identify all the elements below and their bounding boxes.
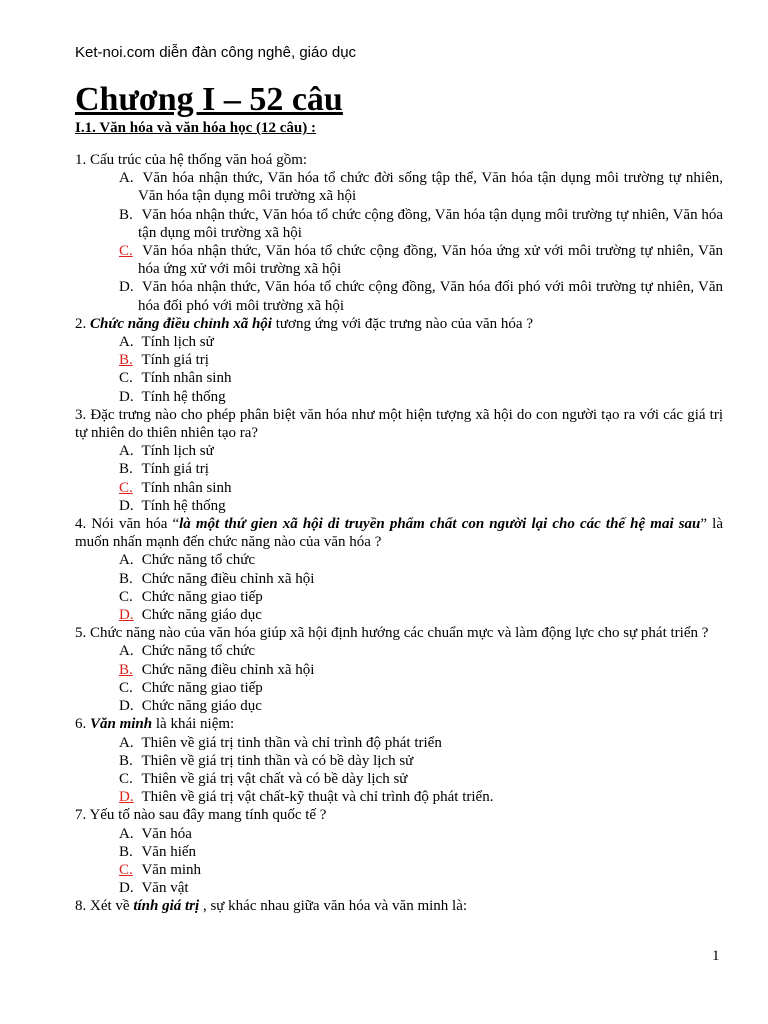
option-text: Tính hệ thống	[138, 497, 226, 514]
answer-option	[75, 861, 723, 879]
question-text-part: 8. Xét về	[75, 898, 134, 915]
option-text: Chức năng tổ chức	[138, 552, 256, 569]
option-letter: A.	[119, 552, 134, 569]
question-emphasis: Chức năng điều chỉnh xã hội	[90, 315, 272, 332]
option-text: Chức năng điều chỉnh xã hội	[138, 661, 315, 678]
option-letter: A.	[119, 825, 134, 842]
option-text: Chức năng tổ chức	[138, 643, 256, 660]
option-letter: D.	[119, 279, 134, 296]
option-text: Tính giá trị	[138, 461, 209, 478]
option-list	[75, 333, 723, 406]
answer-option	[75, 388, 723, 406]
question-list	[75, 151, 723, 916]
correct-answer-letter: D.	[119, 607, 134, 624]
option-text: Chức năng giáo dục	[138, 698, 262, 715]
option-letter: C.	[119, 370, 133, 387]
option-letter: C.	[119, 770, 133, 787]
option-text: Chức năng điều chỉnh xã hội	[138, 570, 315, 587]
option-text: Văn hóa nhận thức, Văn hóa tổ chức cộng đồng, Văn hóa ứng xử với môi trường tự nhiên, Văn hóa ứng xử với môi trường xã hội	[138, 243, 723, 278]
option-letter: B.	[119, 752, 133, 769]
answer-option	[75, 460, 723, 478]
question-text	[75, 624, 723, 642]
question-item	[75, 897, 723, 915]
option-text: Văn minh	[138, 861, 202, 878]
option-text: Tính giá trị	[138, 352, 209, 369]
question-item	[75, 515, 723, 624]
question-text-part: 7. Yếu tố nào sau đây mang tính quốc tế ?	[75, 807, 327, 824]
option-letter: B.	[119, 206, 133, 223]
answer-option	[75, 278, 723, 314]
question-text-part: 3. Đặc trưng nào cho phép phân biệt văn hóa như một hiện tượng xã hội do con người tạo ra với các giá trị tự nhiên do thiên nhiên tạo ra?	[75, 406, 723, 442]
answer-option	[75, 697, 723, 715]
question-text-part: 5. Chức năng nào của văn hóa giúp xã hội định hướng các chuẩn mực và làm động lực cho sự phát triển ?	[75, 625, 709, 642]
answer-option	[75, 788, 723, 806]
option-text: Tính nhân sinh	[138, 370, 232, 387]
page-number: 1	[712, 948, 720, 964]
option-list	[75, 734, 723, 807]
answer-option	[75, 551, 723, 569]
answer-option	[75, 570, 723, 588]
question-text-part: tương ứng với đặc trưng nào của văn hóa ?	[271, 315, 533, 332]
question-text-part: 4. Nói văn hóa “	[75, 516, 180, 533]
option-letter: A.	[119, 443, 134, 460]
option-letter: B.	[119, 843, 133, 860]
answer-option	[75, 333, 723, 351]
option-text: Tính nhân sinh	[138, 479, 232, 496]
chapter-title: Chương I – 52 câu	[75, 81, 343, 118]
answer-option	[75, 734, 723, 752]
option-text: Chức năng giáo dục	[138, 607, 262, 624]
question-text	[75, 715, 723, 733]
option-text: Tính hệ thống	[138, 388, 226, 405]
correct-answer-letter: C.	[119, 243, 133, 260]
option-text: Văn hóa nhận thức, Văn hóa tổ chức đời sống tập thể, Văn hóa tận dụng môi trường tự nhiên, Văn hóa tận dụng môi trường xã hội	[138, 170, 723, 205]
option-text: Chức năng giao tiếp	[138, 679, 263, 696]
option-text: Thiên về giá trị tinh thần và có bề dày lịch sử	[138, 752, 414, 769]
question-item	[75, 315, 723, 406]
option-text: Văn hóa nhận thức, Văn hóa tổ chức cộng đồng, Văn hóa đối phó với môi trường tự nhiên, Văn hóa đối phó với môi trường xã hội	[138, 279, 723, 314]
answer-option	[75, 206, 723, 242]
question-emphasis: là một thứ gien xã hội di truyền phẩm chất con người lại cho các thế hệ mai sau	[179, 516, 701, 533]
question-text	[75, 515, 723, 551]
option-letter: C.	[119, 679, 133, 696]
question-text-part: , sự khác nhau giữa văn hóa và văn minh là:	[199, 898, 468, 915]
question-text-part: 6.	[75, 716, 90, 733]
option-list	[75, 169, 723, 315]
answer-option	[75, 497, 723, 515]
option-text: Thiên về giá trị tinh thần và chỉ trình độ phát triển	[138, 734, 442, 751]
option-letter: A.	[119, 734, 134, 751]
option-text: Văn hóa	[138, 825, 192, 842]
correct-answer-letter: C.	[119, 479, 133, 496]
option-text: Văn hiến	[138, 843, 197, 860]
correct-answer-letter: D.	[119, 789, 134, 806]
answer-option	[75, 606, 723, 624]
correct-answer-letter: B.	[119, 352, 133, 369]
question-text	[75, 406, 723, 442]
answer-option	[75, 642, 723, 660]
option-text: Tính lịch sử	[138, 334, 214, 351]
question-text-part: là khái niệm:	[152, 716, 235, 733]
option-list	[75, 825, 723, 898]
answer-option	[75, 242, 723, 278]
option-text: Tính lịch sử	[138, 443, 214, 460]
answer-option	[75, 825, 723, 843]
option-text: Chức năng giao tiếp	[138, 588, 263, 605]
option-letter: A.	[119, 643, 134, 660]
section-heading: I.1. Văn hóa và văn hóa học (12 câu) :	[75, 120, 317, 136]
question-text-part: 2.	[75, 315, 90, 332]
answer-option	[75, 588, 723, 606]
option-list	[75, 551, 723, 624]
answer-option	[75, 442, 723, 460]
answer-option	[75, 351, 723, 369]
question-text	[75, 897, 723, 915]
option-letter: D.	[119, 388, 134, 405]
answer-option	[75, 661, 723, 679]
option-letter: D.	[119, 880, 134, 897]
question-text-part: 1. Cấu trúc của hệ thống văn hoá gồm:	[75, 152, 308, 168]
option-letter: D.	[119, 698, 134, 715]
question-emphasis: tính giá trị	[133, 898, 200, 915]
question-item	[75, 715, 723, 806]
question-item	[75, 806, 723, 897]
correct-answer-letter: B.	[119, 661, 133, 678]
correct-answer-letter: C.	[119, 861, 133, 878]
answer-option	[75, 479, 723, 497]
option-text: Thiên về giá trị vật chất và có bề dày lịch sử	[138, 770, 408, 787]
option-letter: C.	[119, 588, 133, 605]
answer-option	[75, 752, 723, 770]
question-item	[75, 624, 723, 715]
option-list	[75, 442, 723, 515]
answer-option	[75, 169, 723, 205]
option-text: Văn vật	[138, 880, 189, 897]
option-text: Thiên về giá trị vật chất-kỹ thuật và chỉ trình độ phát triển.	[138, 789, 494, 806]
question-text	[75, 806, 723, 824]
question-text	[75, 151, 723, 169]
option-letter: B.	[119, 570, 133, 587]
question-item	[75, 406, 723, 515]
option-letter: B.	[119, 461, 133, 478]
option-letter: A.	[119, 334, 134, 351]
question-text	[75, 315, 723, 333]
header-note: Ket-noi.com diễn đàn công nghê, giáo dục	[75, 44, 357, 61]
option-list	[75, 642, 723, 715]
option-text: Văn hóa nhận thức, Văn hóa tổ chức cộng đồng, Văn hóa tận dụng môi trường tự nhiên, Văn hóa tận dụng môi trường xã hội	[138, 206, 723, 241]
option-letter: D.	[119, 497, 134, 514]
question-text-part: ” là muốn nhấn mạnh đến chức năng nào của văn hóa ?	[75, 516, 723, 551]
answer-option	[75, 770, 723, 788]
answer-option	[75, 879, 723, 897]
answer-option	[75, 369, 723, 387]
question-emphasis: Văn minh	[90, 716, 153, 733]
answer-option	[75, 679, 723, 697]
answer-option	[75, 843, 723, 861]
question-item	[75, 151, 723, 315]
option-letter: A.	[119, 170, 134, 187]
